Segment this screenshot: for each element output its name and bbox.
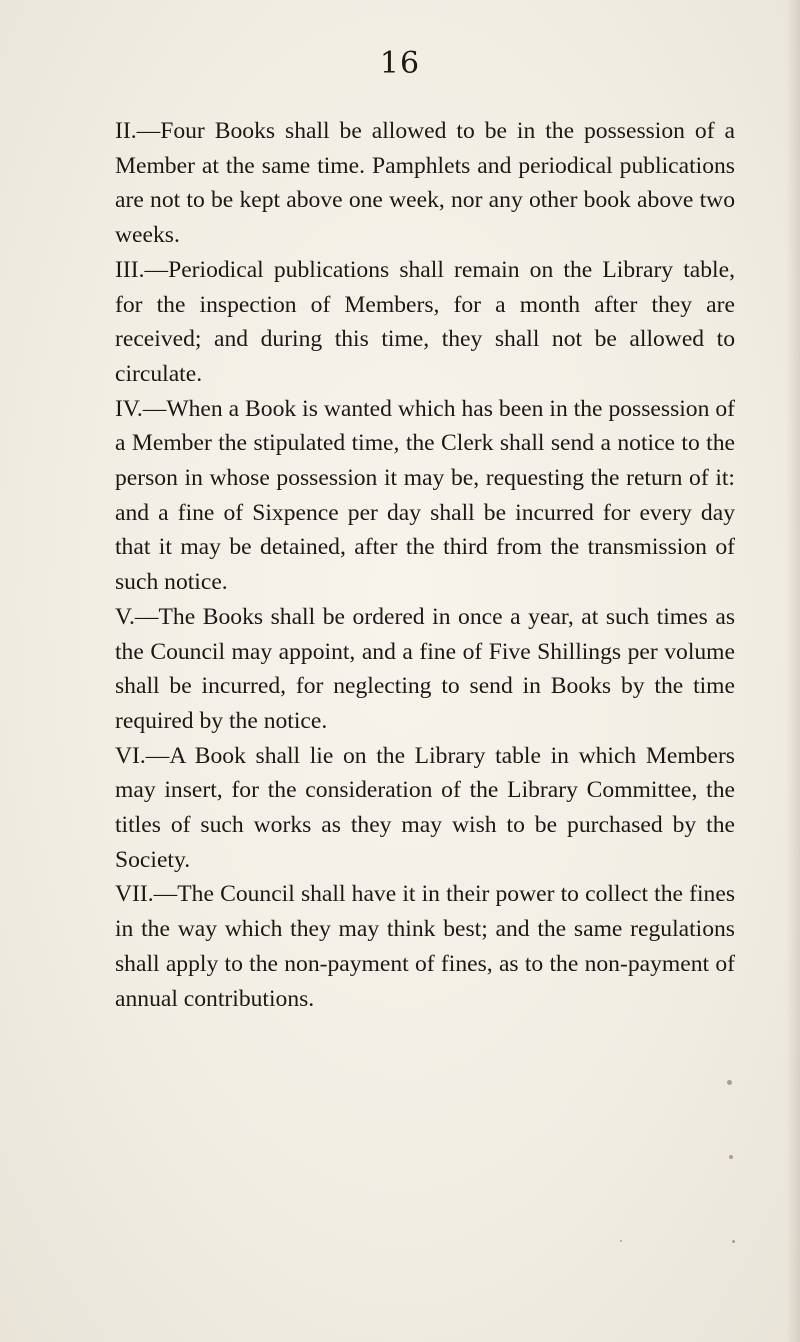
rule-numeral: III. bbox=[115, 256, 145, 283]
rule-text: —Periodical publications shall remain on the Library table, for the inspection of Members, for a month after they are received; and during this time, they shall not be allowed to circulate. bbox=[115, 256, 735, 387]
rule-numeral: V. bbox=[115, 603, 135, 630]
paper-speck bbox=[620, 1240, 622, 1242]
rule-iii bbox=[115, 253, 735, 392]
rule-text: —Four Books shall be allowed to be in the possession of a Member at the same time. Pamphlets and periodical publications are not to be kept above one week, nor any other book above two weeks. bbox=[115, 118, 735, 249]
rule-vi bbox=[115, 739, 735, 878]
page-number: 16 bbox=[379, 46, 421, 81]
rule-numeral: IV. bbox=[115, 395, 143, 422]
rule-text: —The Books shall be ordered in once a year, at such times as the Council may appoint, and a fine of Five Shillings per volume shall be incurred, for neglecting to send in Books by the time required by the notice. bbox=[115, 603, 735, 734]
paper-speck bbox=[732, 1240, 735, 1243]
rule-text: —The Council shall have it in their power to collect the fines in the way which they may think best; and the same regulations shall apply to the non-payment of fines, as to the non-payment of annual contributions. bbox=[115, 881, 735, 1012]
rule-text: —A Book shall lie on the Library table in which Members may insert, for the consideration of the Library Committee, the titles of such works as they may wish to be purchased by the Society. bbox=[115, 742, 735, 873]
rules-text-block bbox=[115, 114, 735, 1016]
rule-iv bbox=[115, 392, 735, 600]
page-edge-shadow bbox=[786, 0, 800, 1342]
rule-v bbox=[115, 600, 735, 739]
rule-numeral: VII. bbox=[115, 881, 154, 908]
paper-speck bbox=[729, 1155, 733, 1159]
rule-vii bbox=[115, 877, 735, 1016]
rule-numeral: II. bbox=[115, 118, 137, 144]
rule-numeral: VI. bbox=[115, 742, 146, 769]
rule-ii bbox=[115, 114, 735, 253]
paper-speck bbox=[727, 1080, 732, 1085]
rule-text: —When a Book is wanted which has been in the possession of a Member the stipulated time, the Clerk shall send a notice to the person in whose possession it may be, requesting the return of it: and a fine of Sixpence per day shall be incurred for every day that it may be detained, after the third from the transmission of such notice. bbox=[115, 395, 735, 596]
